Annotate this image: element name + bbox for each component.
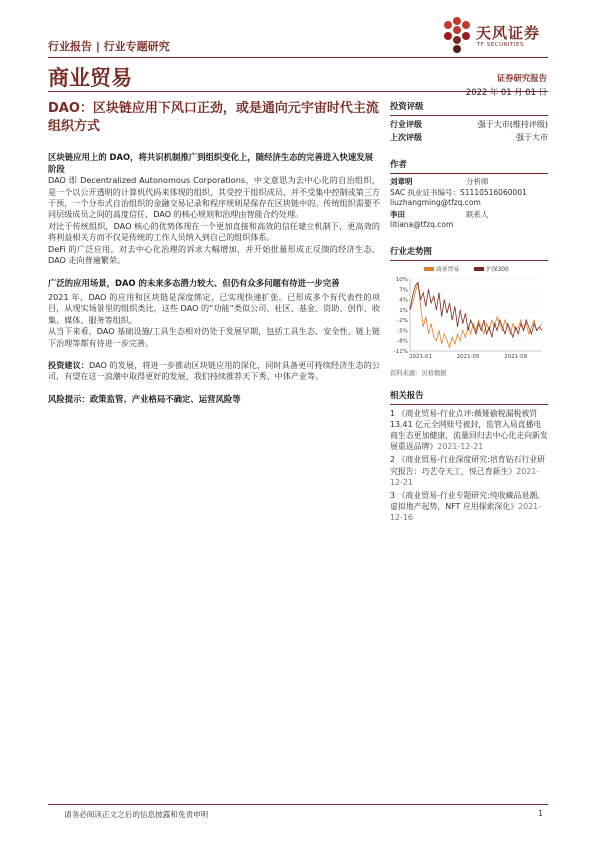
section-1-heading: 区块链应用上的 DAO，将共识机制推广到组织变化上，随经济生态的完善进入快速发展阶段 xyxy=(48,152,373,174)
section-1-paragraph-3: DeFi 的广泛应用，对去中心化治理的诉求大幅增加，并开始批量形成正反馈的经济生态，DAO 走向普遍繁荣。 xyxy=(48,243,380,266)
author-1-role: 分析师 xyxy=(466,177,489,186)
sector-title: 商业贸易 xyxy=(48,66,132,90)
author-1 xyxy=(390,177,548,209)
author-divider xyxy=(390,173,548,174)
investment-text: DAO 的发展，将进一步推动区块链应用的深化，同时具备更可持续经济生态的公司，有望在这一浪潮中取得更好的发展，我们持续推荐天下秀、中体产业等。 xyxy=(48,360,380,382)
sidebar xyxy=(390,100,548,526)
logo-mark-icon xyxy=(440,16,474,54)
rating-row-industry-value: 强于大市(维持评级) xyxy=(477,120,548,129)
trend-chart xyxy=(390,263,548,363)
report-category: 行业报告 | 行业专题研究 xyxy=(48,40,170,53)
related-item-2-text: 2 《商业贸易-行业深度研究:培育钻石行业研究报告：巧艺夺天工，悦己育新生》 xyxy=(390,455,546,476)
related-item-1[interactable] xyxy=(390,408,548,453)
y-tick-label-1: 7% xyxy=(399,286,408,293)
y-tick-label-0: 10% xyxy=(395,276,408,283)
section-2 xyxy=(48,278,380,349)
rating-title: 投资评级 xyxy=(390,101,424,111)
author-2 xyxy=(390,210,548,231)
section-2-paragraph-1: 2021 年，DAO 的应用和区块链是深度绑定，已实现快速扩张。已形成多个有代表性的项目，从现实场景里的组织类比，这些 DAO 的“功能”类似公司、社区、基金、资助、创作、收集、媒体、服务等组织。 xyxy=(48,292,380,325)
risk-text: 风险提示：政策监管、产业格局不确定、运营风险等 xyxy=(48,393,241,404)
legend-label-1: 沪深300 xyxy=(486,266,509,273)
footer-disclaimer: 请务必阅读正文之后的信息披露和免责申明 xyxy=(64,810,209,819)
y-tick-label-3: 1% xyxy=(399,307,408,314)
investment-label: 投资建议： xyxy=(48,360,89,371)
footer-divider xyxy=(48,804,548,805)
related-item-1-text: 1 《商业贸易-行业点评:薇娅偷税漏税被罚 13.41 亿元全网账号被封，监管入局直播电商生态更加健康，流量回归去中心化走向新发展重返品牌》 xyxy=(390,408,548,452)
y-tick-label-4: -2% xyxy=(397,317,408,324)
report-date: 2022 年 01 月 01 日 xyxy=(465,87,547,97)
investment-paragraph xyxy=(48,360,380,383)
x-tick-label-0: 2021-01 xyxy=(409,353,433,360)
section-2-heading: 广泛的应用场景，DAO 的未来多态潜力较大、但仍有众多问题有待进一步完善 xyxy=(48,278,340,289)
related-item-1-date: 2021-12-21 xyxy=(437,442,484,452)
legend-label-0: 商业贸易 xyxy=(436,266,460,273)
author-1-email[interactable]: liuzhangming@tfzq.com xyxy=(390,198,481,207)
related-item-3-date: 2021-12-16 xyxy=(390,502,542,523)
author-2-name: 李田 xyxy=(390,209,405,219)
y-tick-label-5: -5% xyxy=(397,327,408,334)
x-tick-label-1: 2021-05 xyxy=(456,353,480,360)
related-divider xyxy=(390,404,548,405)
related-item-3-text: 3 《商业贸易-行业专题研究:纯收藏品退潮、虚拟地产起势，NFT 应用探索深化》 xyxy=(390,490,546,512)
author-block xyxy=(390,158,548,231)
legend-swatch-1 xyxy=(474,267,484,271)
legend-swatch-0 xyxy=(424,267,434,271)
author-title: 作者 xyxy=(390,159,407,169)
trend-title: 行业走势图 xyxy=(390,245,432,256)
author-2-email[interactable]: litiana@tfzq.com xyxy=(390,220,454,229)
report-title: DAO：区块链应用下风口正劲，或是通向元宇宙时代主流组织方式 xyxy=(48,101,379,134)
rating-row-previous-label: 上次评级 xyxy=(390,133,422,142)
rating-row-industry xyxy=(390,118,548,131)
risk-warning xyxy=(48,394,380,406)
report-type: 证券研究报告 xyxy=(496,73,547,83)
related-item-3[interactable] xyxy=(390,490,548,524)
trend-source: 资料来源：贝格数据 xyxy=(390,369,447,377)
rating-divider xyxy=(390,115,548,116)
rating-row-industry-label: 行业评级 xyxy=(390,120,422,129)
y-tick-label-6: -8% xyxy=(397,338,408,345)
related-item-2[interactable] xyxy=(390,454,548,488)
section-1-paragraph-1: DAO 即 Decentralized Autonomous Corporations，中文意思为去中心化的自治组织，是一个以公开透明的计算机代码来体现的组织，其受控于组织成员，并不受集中控制或第三方干预，一个分布式自治组织的金融交易记录和程序规则是保存在区块链中的。传统组织需要不同层级成员之间的高度信任，DAO 的核心规则和治理由智能合约处理。 xyxy=(48,175,380,220)
section-1 xyxy=(48,152,380,266)
series-line-0 xyxy=(410,282,542,347)
related-title: 相关报告 xyxy=(390,389,424,400)
trend-divider xyxy=(390,260,548,261)
author-1-name: 刘章明 xyxy=(390,177,413,186)
logo-name: 天风证券 xyxy=(476,24,541,42)
logo-subtitle: TF SECURITIES xyxy=(477,42,524,48)
logo xyxy=(440,16,552,56)
author-2-role: 联系人 xyxy=(466,209,489,219)
rating-row-previous xyxy=(390,131,548,144)
y-tick-label-2: 4% xyxy=(399,297,408,304)
section-2-paragraph-2: 从当下来看，DAO 基础设施/工具生态相对仍处于发展早期，包括工具生态、安全性、链上链下治理等都有待进一步完善。 xyxy=(48,326,380,348)
related-block xyxy=(390,389,548,524)
rating-block xyxy=(390,100,548,144)
section-1-paragraph-2: 对比于传统组织，DAO 核心的优势体现在一个更加直接和高效的信任建立机制下，更高效的将利益相关方而不仅是传统的工作人员纳入到自己的组织体系。 xyxy=(48,220,380,243)
page-number: 1 xyxy=(538,809,543,818)
y-tick-label-7: -11% xyxy=(393,348,408,355)
author-1-cert: SAC 执业证书编号：S1110516060001 xyxy=(390,187,527,197)
x-tick-label-2: 2021-09 xyxy=(504,353,528,360)
trend-block xyxy=(390,245,548,377)
main-column xyxy=(48,152,380,405)
header-divider xyxy=(48,57,548,58)
investment-advice xyxy=(48,360,380,383)
related-item-2-date: 2021-12-21 xyxy=(390,466,540,487)
rating-row-previous-value: 强于大市 xyxy=(516,133,548,142)
